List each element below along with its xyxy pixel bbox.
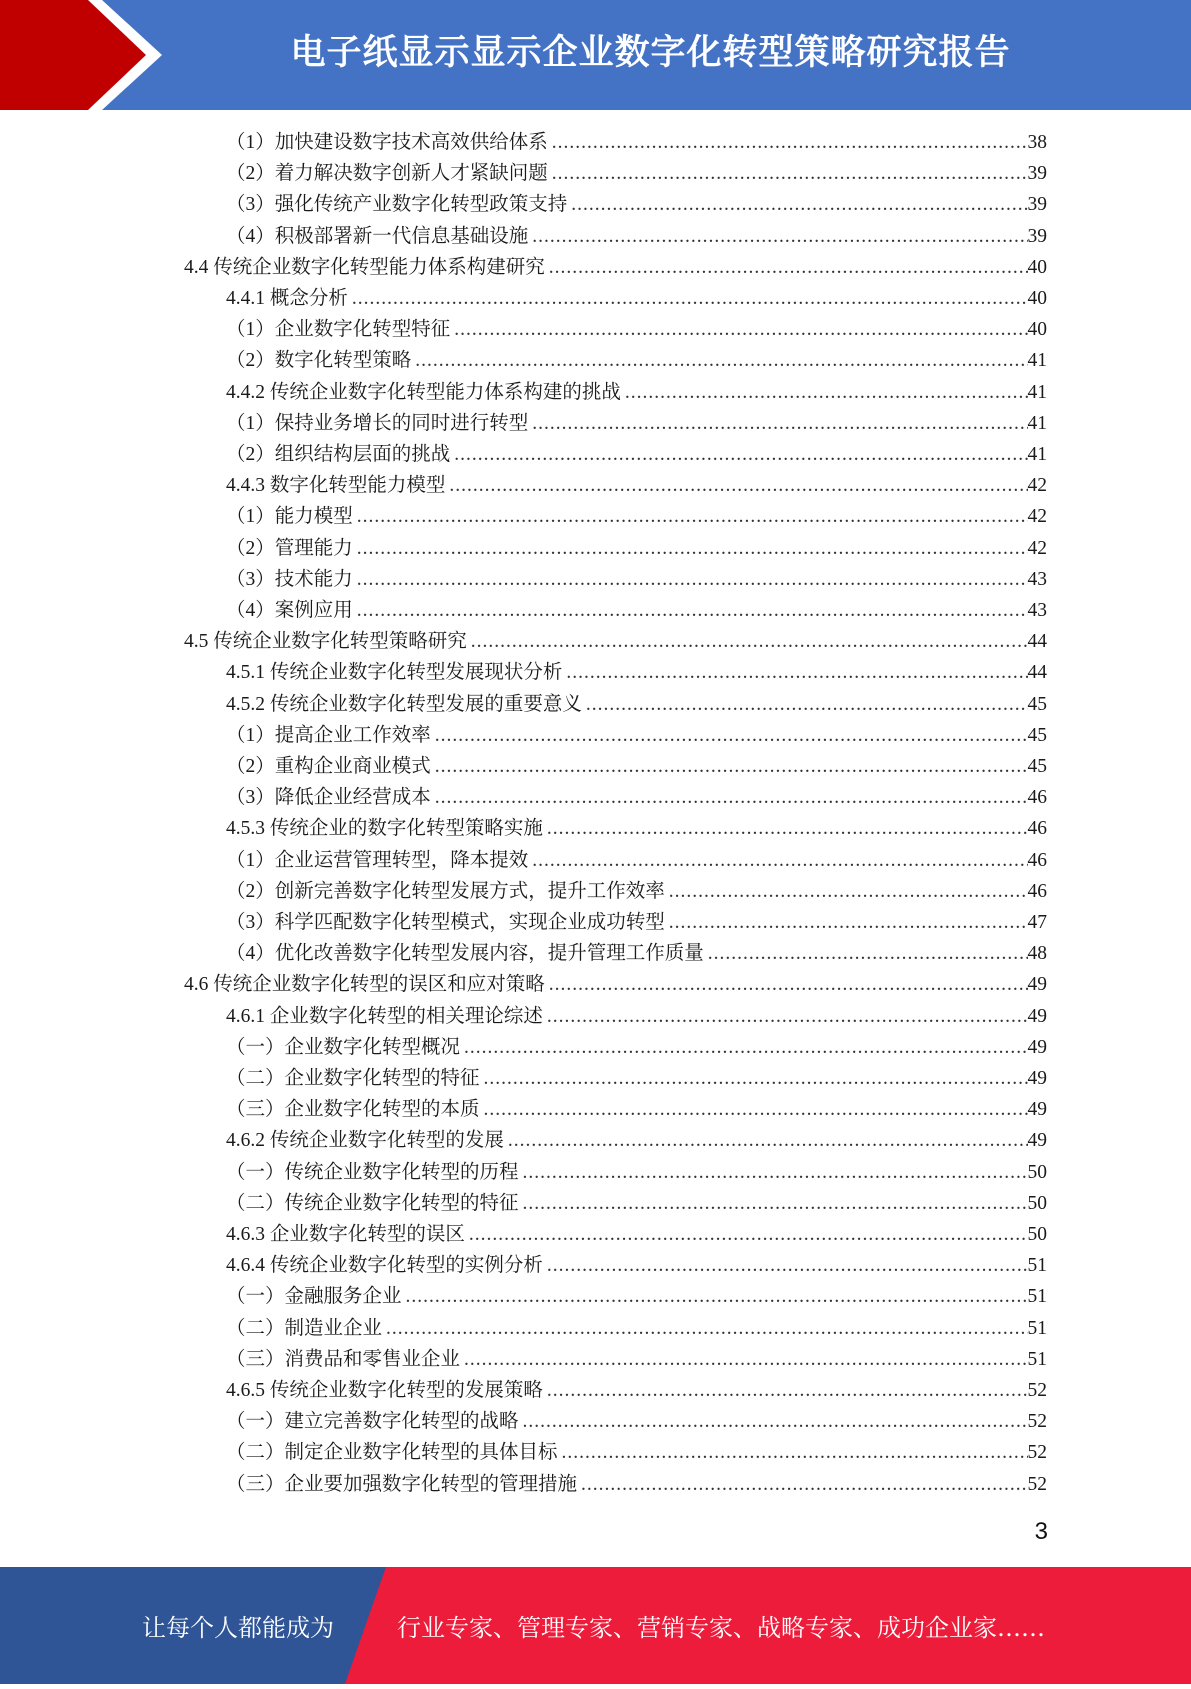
- toc-entry-page: 40: [1027, 256, 1047, 278]
- toc-entry[interactable]: [226, 1469, 1047, 1500]
- toc-entry[interactable]: [226, 1437, 1047, 1468]
- toc-entry-title: （三）消费品和零售业企业: [226, 1348, 461, 1370]
- toc-entry[interactable]: [226, 189, 1047, 220]
- toc-entry-page: 42: [1027, 475, 1047, 497]
- toc-entry[interactable]: [226, 1188, 1047, 1219]
- toc-dot-leader: [484, 1094, 1028, 1125]
- toc-entry-title: （2）管理能力: [226, 537, 353, 559]
- toc-dot-leader: [625, 377, 1028, 408]
- toc-dot-leader: [484, 1063, 1028, 1094]
- toc-entry-page: 51: [1027, 1255, 1047, 1277]
- toc-dot-leader: [435, 751, 1028, 782]
- page-footer: [0, 1567, 1191, 1684]
- toc-entry-page: 47: [1027, 912, 1047, 933]
- toc-entry[interactable]: [226, 720, 1047, 751]
- toc-dot-leader: [571, 189, 1027, 220]
- toc-entry-page: 46: [1027, 818, 1047, 840]
- toc-dot-leader: [566, 657, 1027, 688]
- toc-entry-page: 49: [1027, 974, 1047, 996]
- toc-dot-leader: [549, 252, 1028, 283]
- toc-entry-page: 42: [1027, 506, 1047, 528]
- toc-entry-page: 44: [1027, 662, 1047, 684]
- toc-entry-page: 51: [1027, 1317, 1047, 1339]
- toc-entry-page: 49: [1027, 1036, 1047, 1058]
- toc-entry-page: 41: [1027, 444, 1047, 465]
- toc-dot-leader: [454, 439, 1027, 470]
- toc-entry-title: （1）企业运营管理转型，降本提效: [226, 849, 529, 871]
- toc-entry-page: 46: [1027, 849, 1047, 871]
- toc-entry-title: 4.5 传统企业数字化转型策略研究: [184, 631, 467, 653]
- toc-entry-title: （三）企业数字化转型的本质: [226, 1099, 480, 1121]
- toc-entry[interactable]: [226, 1344, 1047, 1375]
- toc-entry-title: 4.5.2 传统企业数字化转型发展的重要意义: [226, 693, 582, 715]
- toc-entry-page: 44: [1027, 631, 1047, 653]
- toc-entry[interactable]: [226, 907, 1047, 938]
- toc-dot-leader: [523, 1406, 1028, 1437]
- toc-dot-leader: [435, 720, 1028, 751]
- toc-entry-page: 39: [1027, 194, 1047, 216]
- toc-dot-leader: [523, 1188, 1028, 1219]
- toc-dot-leader: [708, 938, 1028, 969]
- toc-entry-page: 41: [1027, 350, 1047, 372]
- toc-entry-page: 49: [1027, 1130, 1047, 1152]
- toc-entry[interactable]: [226, 470, 1047, 501]
- toc-dot-leader: [552, 158, 1028, 189]
- page-header: [0, 0, 1191, 110]
- toc-dot-leader: [469, 1219, 1028, 1250]
- toc-entry-title: 4.4.1 概念分析: [226, 288, 348, 309]
- toc-entry[interactable]: [226, 813, 1047, 844]
- toc-entry-title: （1）保持业务增长的同时进行转型: [226, 412, 529, 434]
- toc-entry-page: 50: [1027, 1224, 1047, 1245]
- toc-entry[interactable]: [226, 938, 1047, 969]
- toc-entry-page: 50: [1027, 1161, 1047, 1183]
- toc-entry-title: （2）着力解决数字创新人才紧缺问题: [226, 163, 548, 185]
- toc-entry[interactable]: [226, 1001, 1047, 1032]
- toc-entry-page: 41: [1027, 412, 1047, 434]
- toc-entry-title: （3）科学匹配数字化转型模式，实现企业成功转型: [226, 912, 665, 933]
- toc-entry-title: （4）优化改善数字化转型发展内容，提升管理工作质量: [226, 943, 704, 965]
- toc-entry[interactable]: [226, 501, 1047, 532]
- toc-dot-leader: [547, 1250, 1028, 1281]
- toc-dot-leader: [386, 1313, 1027, 1344]
- toc-entry-page: 41: [1027, 381, 1047, 403]
- toc-entry[interactable]: [226, 1375, 1047, 1406]
- toc-dot-leader: [357, 533, 1028, 564]
- toc-entry-title: （4）积极部署新一代信息基础设施: [226, 225, 529, 247]
- toc-entry-page: 49: [1027, 1068, 1047, 1089]
- toc-dot-leader: [669, 876, 1028, 907]
- toc-entry[interactable]: [226, 377, 1047, 408]
- toc-entry-page: 52: [1027, 1411, 1047, 1433]
- toc-entry[interactable]: [226, 345, 1047, 376]
- toc-dot-leader: [532, 845, 1027, 876]
- toc-entry[interactable]: [184, 969, 1047, 1000]
- toc-entry-title: 4.6.5 传统企业数字化转型的发展策略: [226, 1380, 543, 1401]
- toc-entry-title: （1）提高企业工作效率: [226, 724, 431, 746]
- toc-entry[interactable]: [226, 533, 1047, 564]
- toc-entry-title: 4.5.3 传统企业的数字化转型策略实施: [226, 818, 543, 840]
- toc-entry-page: 49: [1027, 1005, 1047, 1027]
- toc-entry-title: （二）制定企业数字化转型的具体目标: [226, 1442, 558, 1464]
- toc-dot-leader: [547, 1375, 1028, 1406]
- toc-entry[interactable]: [226, 127, 1047, 158]
- toc-dot-leader: [549, 969, 1028, 1000]
- toc-dot-leader: [406, 1281, 1028, 1312]
- toc-entry-title: 4.6.3 企业数字化转型的误区: [226, 1224, 465, 1245]
- toc-entry[interactable]: [226, 1157, 1047, 1188]
- toc-entry[interactable]: [226, 1032, 1047, 1063]
- toc-entry-page: 39: [1027, 225, 1047, 247]
- toc-entry-title: （2）数字化转型策略: [226, 350, 412, 372]
- toc-entry[interactable]: [226, 845, 1047, 876]
- toc-dot-leader: [454, 314, 1027, 345]
- toc-dot-leader: [532, 408, 1027, 439]
- toc-entry-title: 4.6 传统企业数字化转型的误区和应对策略: [184, 974, 545, 996]
- toc-entry-title: （4）案例应用: [226, 600, 353, 621]
- toc-entry[interactable]: [226, 221, 1047, 252]
- toc-dot-leader: [562, 1437, 1028, 1468]
- toc-dot-leader: [669, 907, 1028, 938]
- toc-dot-leader: [581, 1469, 1027, 1500]
- header-red-arrow: [0, 0, 148, 110]
- toc-entry[interactable]: [226, 751, 1047, 782]
- toc-entry-title: （2）创新完善数字化转型发展方式，提升工作效率: [226, 880, 665, 902]
- toc-entry-page: 45: [1027, 693, 1047, 715]
- toc-entry[interactable]: [226, 689, 1047, 720]
- footer-slogan-right: 行业专家、管理专家、营销专家、战略专家、成功企业家……: [397, 1614, 1045, 1642]
- toc-dot-leader: [508, 1125, 1028, 1156]
- toc-entry-title: 4.5.1 传统企业数字化转型发展现状分析: [226, 662, 563, 684]
- toc-entry-page: 52: [1027, 1442, 1047, 1464]
- toc-entry[interactable]: [226, 1125, 1047, 1156]
- toc-dot-leader: [464, 1344, 1027, 1375]
- toc-entry[interactable]: [226, 782, 1047, 813]
- toc-entry-title: （一）建立完善数字化转型的战略: [226, 1411, 519, 1433]
- toc-entry-title: （3）强化传统产业数字化转型政策支持: [226, 194, 568, 216]
- toc-entry-page: 40: [1027, 319, 1047, 341]
- toc-dot-leader: [532, 221, 1027, 252]
- toc-dot-leader: [435, 782, 1028, 813]
- toc-entry-title: （3）技术能力: [226, 568, 353, 590]
- toc-entry-title: 4.4.2 传统企业数字化转型能力体系构建的挑战: [226, 381, 621, 403]
- footer-slogan-left: 让每个人都能成为: [142, 1614, 334, 1642]
- toc-entry-page: 45: [1027, 724, 1047, 746]
- toc-entry[interactable]: [226, 158, 1047, 189]
- toc-entry-title: 4.6.1 企业数字化转型的相关理论综述: [226, 1005, 543, 1027]
- toc-entry-title: （一）金融服务企业: [226, 1286, 402, 1308]
- toc-entry-page: 52: [1027, 1473, 1047, 1495]
- toc-entry-page: 38: [1027, 132, 1047, 153]
- toc-entry-title: （2）组织结构层面的挑战: [226, 444, 451, 465]
- toc-entry-page: 46: [1027, 787, 1047, 809]
- toc-entry-title: 4.6.4 传统企业数字化转型的实例分析: [226, 1255, 543, 1277]
- toc-entry-page: 51: [1027, 1348, 1047, 1370]
- report-title: 电子纸显示显示企业数字化转型策略研究报告: [290, 33, 1011, 73]
- toc-dot-leader: [357, 501, 1028, 532]
- toc-entry-page: 46: [1027, 880, 1047, 902]
- toc-entry-title: 4.4 传统企业数字化转型能力体系构建研究: [184, 256, 545, 278]
- toc-entry-page: 40: [1027, 288, 1047, 309]
- toc-entry[interactable]: [226, 595, 1047, 626]
- toc-entry-title: （2）重构企业商业模式: [226, 756, 431, 777]
- toc-dot-leader: [547, 813, 1028, 844]
- toc-entry-title: （三）企业要加强数字化转型的管理措施: [226, 1473, 578, 1495]
- toc-entry-title: （1）能力模型: [226, 506, 353, 528]
- toc-entry-page: 43: [1027, 600, 1047, 621]
- toc-entry[interactable]: [226, 1094, 1047, 1125]
- toc-entry-title: 4.6.2 传统企业数字化转型的发展: [226, 1130, 504, 1152]
- toc-entry-title: （二）企业数字化转型的特征: [226, 1068, 480, 1089]
- toc-dot-leader: [464, 1032, 1027, 1063]
- toc-entry-title: （一）企业数字化转型概况: [226, 1036, 461, 1058]
- toc-entry-page: 39: [1027, 163, 1047, 185]
- toc-entry[interactable]: [226, 1250, 1047, 1281]
- toc-dot-leader: [357, 564, 1028, 595]
- toc-dot-leader: [547, 1001, 1028, 1032]
- toc-entry[interactable]: [184, 626, 1047, 657]
- toc-entry[interactable]: [226, 439, 1047, 470]
- toc-entry[interactable]: [226, 1406, 1047, 1437]
- toc-entry[interactable]: [226, 876, 1047, 907]
- toc-dot-leader: [357, 595, 1028, 626]
- toc-dot-leader: [586, 689, 1028, 720]
- toc-entry[interactable]: [226, 1281, 1047, 1312]
- toc-entry-page: 45: [1027, 756, 1047, 777]
- toc-entry-title: （1）企业数字化转型特征: [226, 319, 451, 341]
- toc-dot-leader: [552, 127, 1028, 158]
- toc-entry[interactable]: [226, 1063, 1047, 1094]
- toc-entry-page: 42: [1027, 537, 1047, 559]
- toc-entry-title: （3）降低企业经营成本: [226, 787, 431, 809]
- toc-dot-leader: [471, 626, 1028, 657]
- toc-entry-page: 49: [1027, 1099, 1047, 1121]
- toc-entry-page: 48: [1027, 943, 1047, 965]
- toc-entry[interactable]: [226, 408, 1047, 439]
- toc-entry[interactable]: [226, 657, 1047, 688]
- toc-entry-page: 52: [1027, 1380, 1047, 1401]
- toc-entry[interactable]: [226, 564, 1047, 595]
- toc-entry-page: 43: [1027, 568, 1047, 590]
- toc-entry[interactable]: [226, 1219, 1047, 1250]
- toc-entry-title: （二）传统企业数字化转型的特征: [226, 1192, 519, 1214]
- toc-entry-title: （1）加快建设数字技术高效供给体系: [226, 132, 548, 153]
- toc-entry-title: （二）制造业企业: [226, 1317, 383, 1339]
- toc-dot-leader: [449, 470, 1027, 501]
- toc-entry[interactable]: [226, 283, 1047, 314]
- toc-entry-page: 50: [1027, 1192, 1047, 1214]
- toc-entry[interactable]: [184, 252, 1047, 283]
- toc-entry[interactable]: [226, 314, 1047, 345]
- page-number: 3: [1034, 1518, 1048, 1545]
- toc-dot-leader: [523, 1157, 1028, 1188]
- toc-dot-leader: [415, 345, 1027, 376]
- toc-entry[interactable]: [226, 1313, 1047, 1344]
- toc-entry-page: 51: [1027, 1286, 1047, 1308]
- toc-entry-title: （一）传统企业数字化转型的历程: [226, 1161, 519, 1183]
- toc-dot-leader: [352, 283, 1028, 314]
- toc-entry-title: 4.4.3 数字化转型能力模型: [226, 475, 446, 497]
